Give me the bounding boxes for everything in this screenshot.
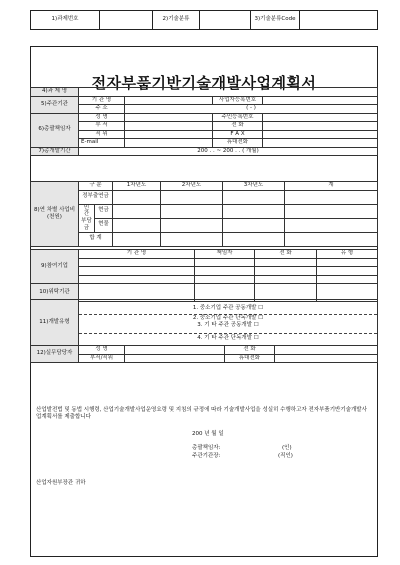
dev-type-table: [30, 299, 378, 346]
budget-cash-label: 현금: [95, 204, 113, 218]
budget-y1-header: 1차년도: [113, 182, 161, 191]
date-line: 200 년 월 일: [192, 431, 224, 437]
budget-total-header: 계: [285, 182, 378, 191]
lead-org-label: 5)주관기관: [31, 96, 79, 113]
biz-no-label: 사업자등록번호: [213, 96, 263, 105]
lead-seal: (인): [282, 445, 292, 451]
budget-div-header: 구 분: [79, 182, 113, 191]
contact-label: 12)실무담당자: [31, 346, 79, 363]
participants-rep-header: 책임자: [195, 250, 255, 259]
contact-mobile-label: 휴대전화: [225, 354, 275, 363]
task-name-field[interactable]: [79, 88, 378, 97]
contact-dept-field[interactable]: [125, 354, 225, 363]
contact-phone-field[interactable]: [275, 346, 378, 355]
participant-cell[interactable]: [317, 275, 378, 284]
org-name-field[interactable]: [125, 96, 213, 105]
participant-cell[interactable]: [255, 258, 317, 267]
email-label: E-mail: [79, 139, 125, 148]
participant-cell[interactable]: [79, 267, 195, 276]
period-label: 7)총개발기간: [31, 147, 79, 156]
position-field[interactable]: [125, 130, 213, 139]
dev-type-label: 11)개발유형: [31, 300, 79, 346]
tech-class-label: 2)기술분류: [153, 11, 200, 29]
reg-no-field[interactable]: [263, 113, 378, 122]
dept-field[interactable]: [125, 122, 213, 131]
participant-label: 6)총괄책임자: [31, 113, 79, 147]
budget-private-label: 민 간 부담금: [79, 204, 95, 232]
budget-cell[interactable]: [161, 232, 223, 246]
budget-cell[interactable]: [285, 232, 378, 246]
participants-type-header: 유 형: [317, 250, 378, 259]
tech-code-label: 3)기술분류Code: [251, 11, 300, 29]
contact-mobile-field[interactable]: [275, 354, 378, 363]
budget-cell[interactable]: [223, 218, 285, 232]
participants-org-header: 기 관 명: [79, 250, 195, 259]
budget-cell[interactable]: [285, 218, 378, 232]
participant-cell[interactable]: [255, 267, 317, 276]
task-no-label: 1)과제번호: [31, 11, 100, 29]
budget-cell[interactable]: [113, 190, 161, 204]
dev-type-2[interactable]: 2. 중소기업 주관 단독개발 ☐: [79, 314, 377, 322]
mobile-field[interactable]: [263, 139, 378, 148]
participant-cell[interactable]: [195, 258, 255, 267]
budget-cell[interactable]: [161, 204, 223, 218]
participant-cell[interactable]: [317, 267, 378, 276]
budget-inkind-label: 현물: [95, 218, 113, 232]
task-name-label: 4)과 제 명: [31, 88, 79, 97]
budget-y2-header: 2차년도: [161, 182, 223, 191]
person-name-label: 성 명: [79, 113, 125, 122]
participant-cell[interactable]: [79, 275, 195, 284]
participants-phone-header: 전 화: [255, 250, 317, 259]
fax-field[interactable]: [263, 130, 378, 139]
budget-gov-label: 정부출연금: [79, 190, 113, 204]
org-name-label: 기 관 명: [79, 96, 125, 105]
fax-label: F A X: [213, 130, 263, 139]
mobile-label: 휴대전화: [213, 139, 263, 148]
email-field[interactable]: [125, 139, 213, 148]
tech-class-value[interactable]: [200, 11, 251, 29]
budget-y3-header: 3차년도: [223, 182, 285, 191]
budget-cell[interactable]: [161, 218, 223, 232]
reg-no-label: 주민등록번호: [213, 113, 263, 122]
dev-type-1[interactable]: 1. 중소기업 주관 공동개발 ☐: [192, 305, 264, 311]
contact-dept-label: 부서/직위: [79, 354, 125, 363]
budget-cell[interactable]: [285, 190, 378, 204]
contact-phone-label: 전 화: [225, 346, 275, 355]
biz-no-field[interactable]: [263, 96, 378, 105]
participants-label: 9)참여기업: [31, 250, 79, 284]
budget-cell[interactable]: [223, 190, 285, 204]
consign-label: 10)위탁기관: [31, 284, 79, 302]
dev-type-4[interactable]: 4. 기 타 주관 단독개발 ☐: [79, 333, 377, 342]
phone-label: 전 화: [213, 122, 263, 131]
budget-cell[interactable]: [223, 204, 285, 218]
budget-cell[interactable]: [113, 218, 161, 232]
page-title: 전자부품기반기술개발사업계획서: [91, 73, 317, 92]
budget-cell[interactable]: [161, 190, 223, 204]
position-label: 직 위: [79, 130, 125, 139]
org-seal: (직인): [278, 453, 293, 459]
participant-cell[interactable]: [195, 275, 255, 284]
main-form-top: [30, 87, 378, 156]
budget-cell[interactable]: [113, 204, 161, 218]
budget-table: [30, 181, 378, 247]
recipient: 산업자원부장관 귀하: [36, 480, 86, 486]
budget-label: 8)연 차별 사업비 (천원): [31, 182, 79, 247]
budget-cell[interactable]: [113, 232, 161, 246]
address-field[interactable]: ( - ): [125, 105, 378, 114]
address-label: 주 소: [79, 105, 125, 114]
participant-cell[interactable]: [195, 267, 255, 276]
contact-name-field[interactable]: [125, 346, 225, 355]
participant-cell[interactable]: [79, 258, 195, 267]
budget-cell[interactable]: [285, 204, 378, 218]
header-strip: [30, 10, 378, 30]
org-sign-label: 주관기관장:: [192, 453, 221, 459]
budget-cell[interactable]: [223, 232, 285, 246]
tech-code-value[interactable]: [300, 11, 377, 29]
period-field[interactable]: 200 . . ~ 200 . . ( 개월): [79, 147, 378, 156]
lead-sign-label: 총괄책임자:: [192, 445, 221, 451]
participant-cell[interactable]: [255, 275, 317, 284]
budget-sum-label: 합 계: [79, 232, 113, 246]
contact-table: [30, 345, 378, 363]
participant-cell[interactable]: [317, 258, 378, 267]
participants-table: [30, 249, 378, 302]
contact-name-label: 성 명: [79, 346, 125, 355]
phone-field[interactable]: [263, 122, 378, 131]
dev-type-3[interactable]: 3. 기 타 주관 공동개발 ☐: [197, 322, 259, 328]
person-name-field[interactable]: [125, 113, 213, 122]
task-no-value[interactable]: [100, 11, 153, 29]
dept-label: 부 서: [79, 122, 125, 131]
statement-text: 산업발전법 및 동법 시행령, 산업기술개발사업운영요령 및 지침의 규정에 따라 기술개발사업을 성실히 수행하고자 전자부품기반기술개발사업계획서를 제출합니다: [36, 407, 367, 421]
